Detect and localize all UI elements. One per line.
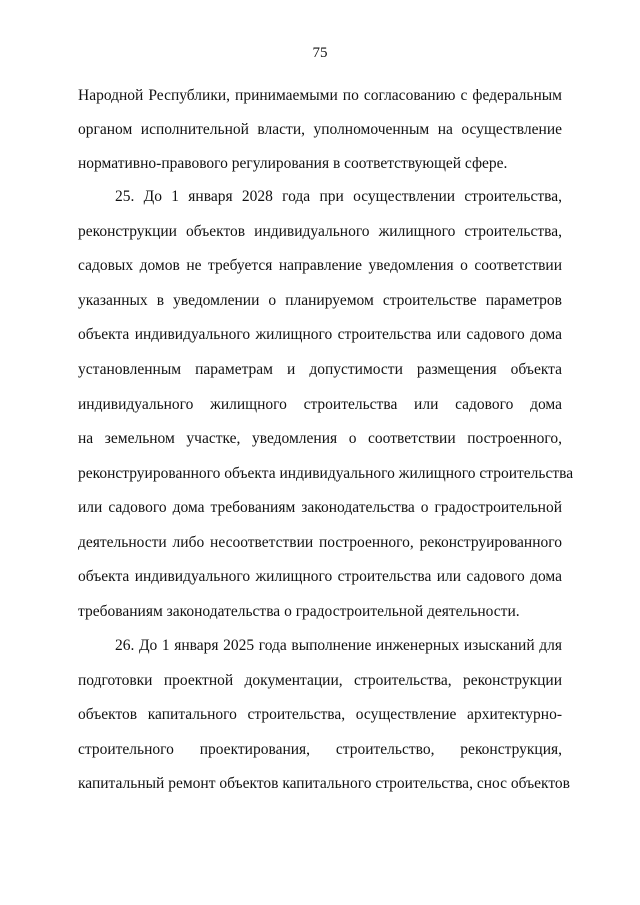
text-line: деятельности либо несоответствии построенного, реконструированного — [78, 534, 562, 551]
text-line: Народной Республики, принимаемыми по согласованию с федеральным — [78, 87, 562, 104]
text-line: органом исполнительной власти, уполномоченным на осуществление — [78, 121, 562, 138]
page-number: 75 — [312, 45, 328, 61]
text-line: указанных в уведомлении о планируемом строительстве параметров — [78, 292, 562, 309]
text-line: или садового дома требованиям законодательства о градостроительной — [78, 499, 562, 516]
text-line: на земельном участке, уведомления о соответствии построенного, — [78, 430, 562, 447]
text-line: требованиям законодательства о градостроительной деятельности. — [78, 603, 520, 620]
text-line: объектов капитального строительства, осуществление архитектурно- — [78, 706, 562, 723]
paragraph-26-first-line: 26. До 1 января 2025 года выполнение инженерных изысканий для — [115, 637, 562, 654]
text-line: нормативно-правового регулирования в соответствующей сфере. — [78, 155, 508, 172]
text-line: установленным параметрам и допустимости размещения объекта — [78, 361, 562, 378]
text-line: объекта индивидуального жилищного строительства или садового дома — [78, 568, 562, 585]
text-line: реконструированного объекта индивидуального жилищного строительства — [78, 465, 574, 482]
text-line: индивидуального жилищного строительства или садового дома — [78, 396, 562, 413]
text-line: капитальный ремонт объектов капитального строительства, снос объектов — [78, 775, 570, 792]
text-line: объекта индивидуального жилищного строительства или садового дома — [78, 326, 562, 343]
text-line: подготовки проектной документации, строительства, реконструкции — [78, 672, 562, 689]
text-line: садовых домов не требуется направление уведомления о соответствии — [78, 257, 562, 274]
paragraph-25-first-line: 25. До 1 января 2028 года при осуществлении строительства, — [115, 188, 562, 205]
text-line: строительного проектирования, строительство, реконструкция, — [78, 741, 562, 758]
text-line: реконструкции объектов индивидуального жилищного строительства, — [78, 223, 562, 240]
